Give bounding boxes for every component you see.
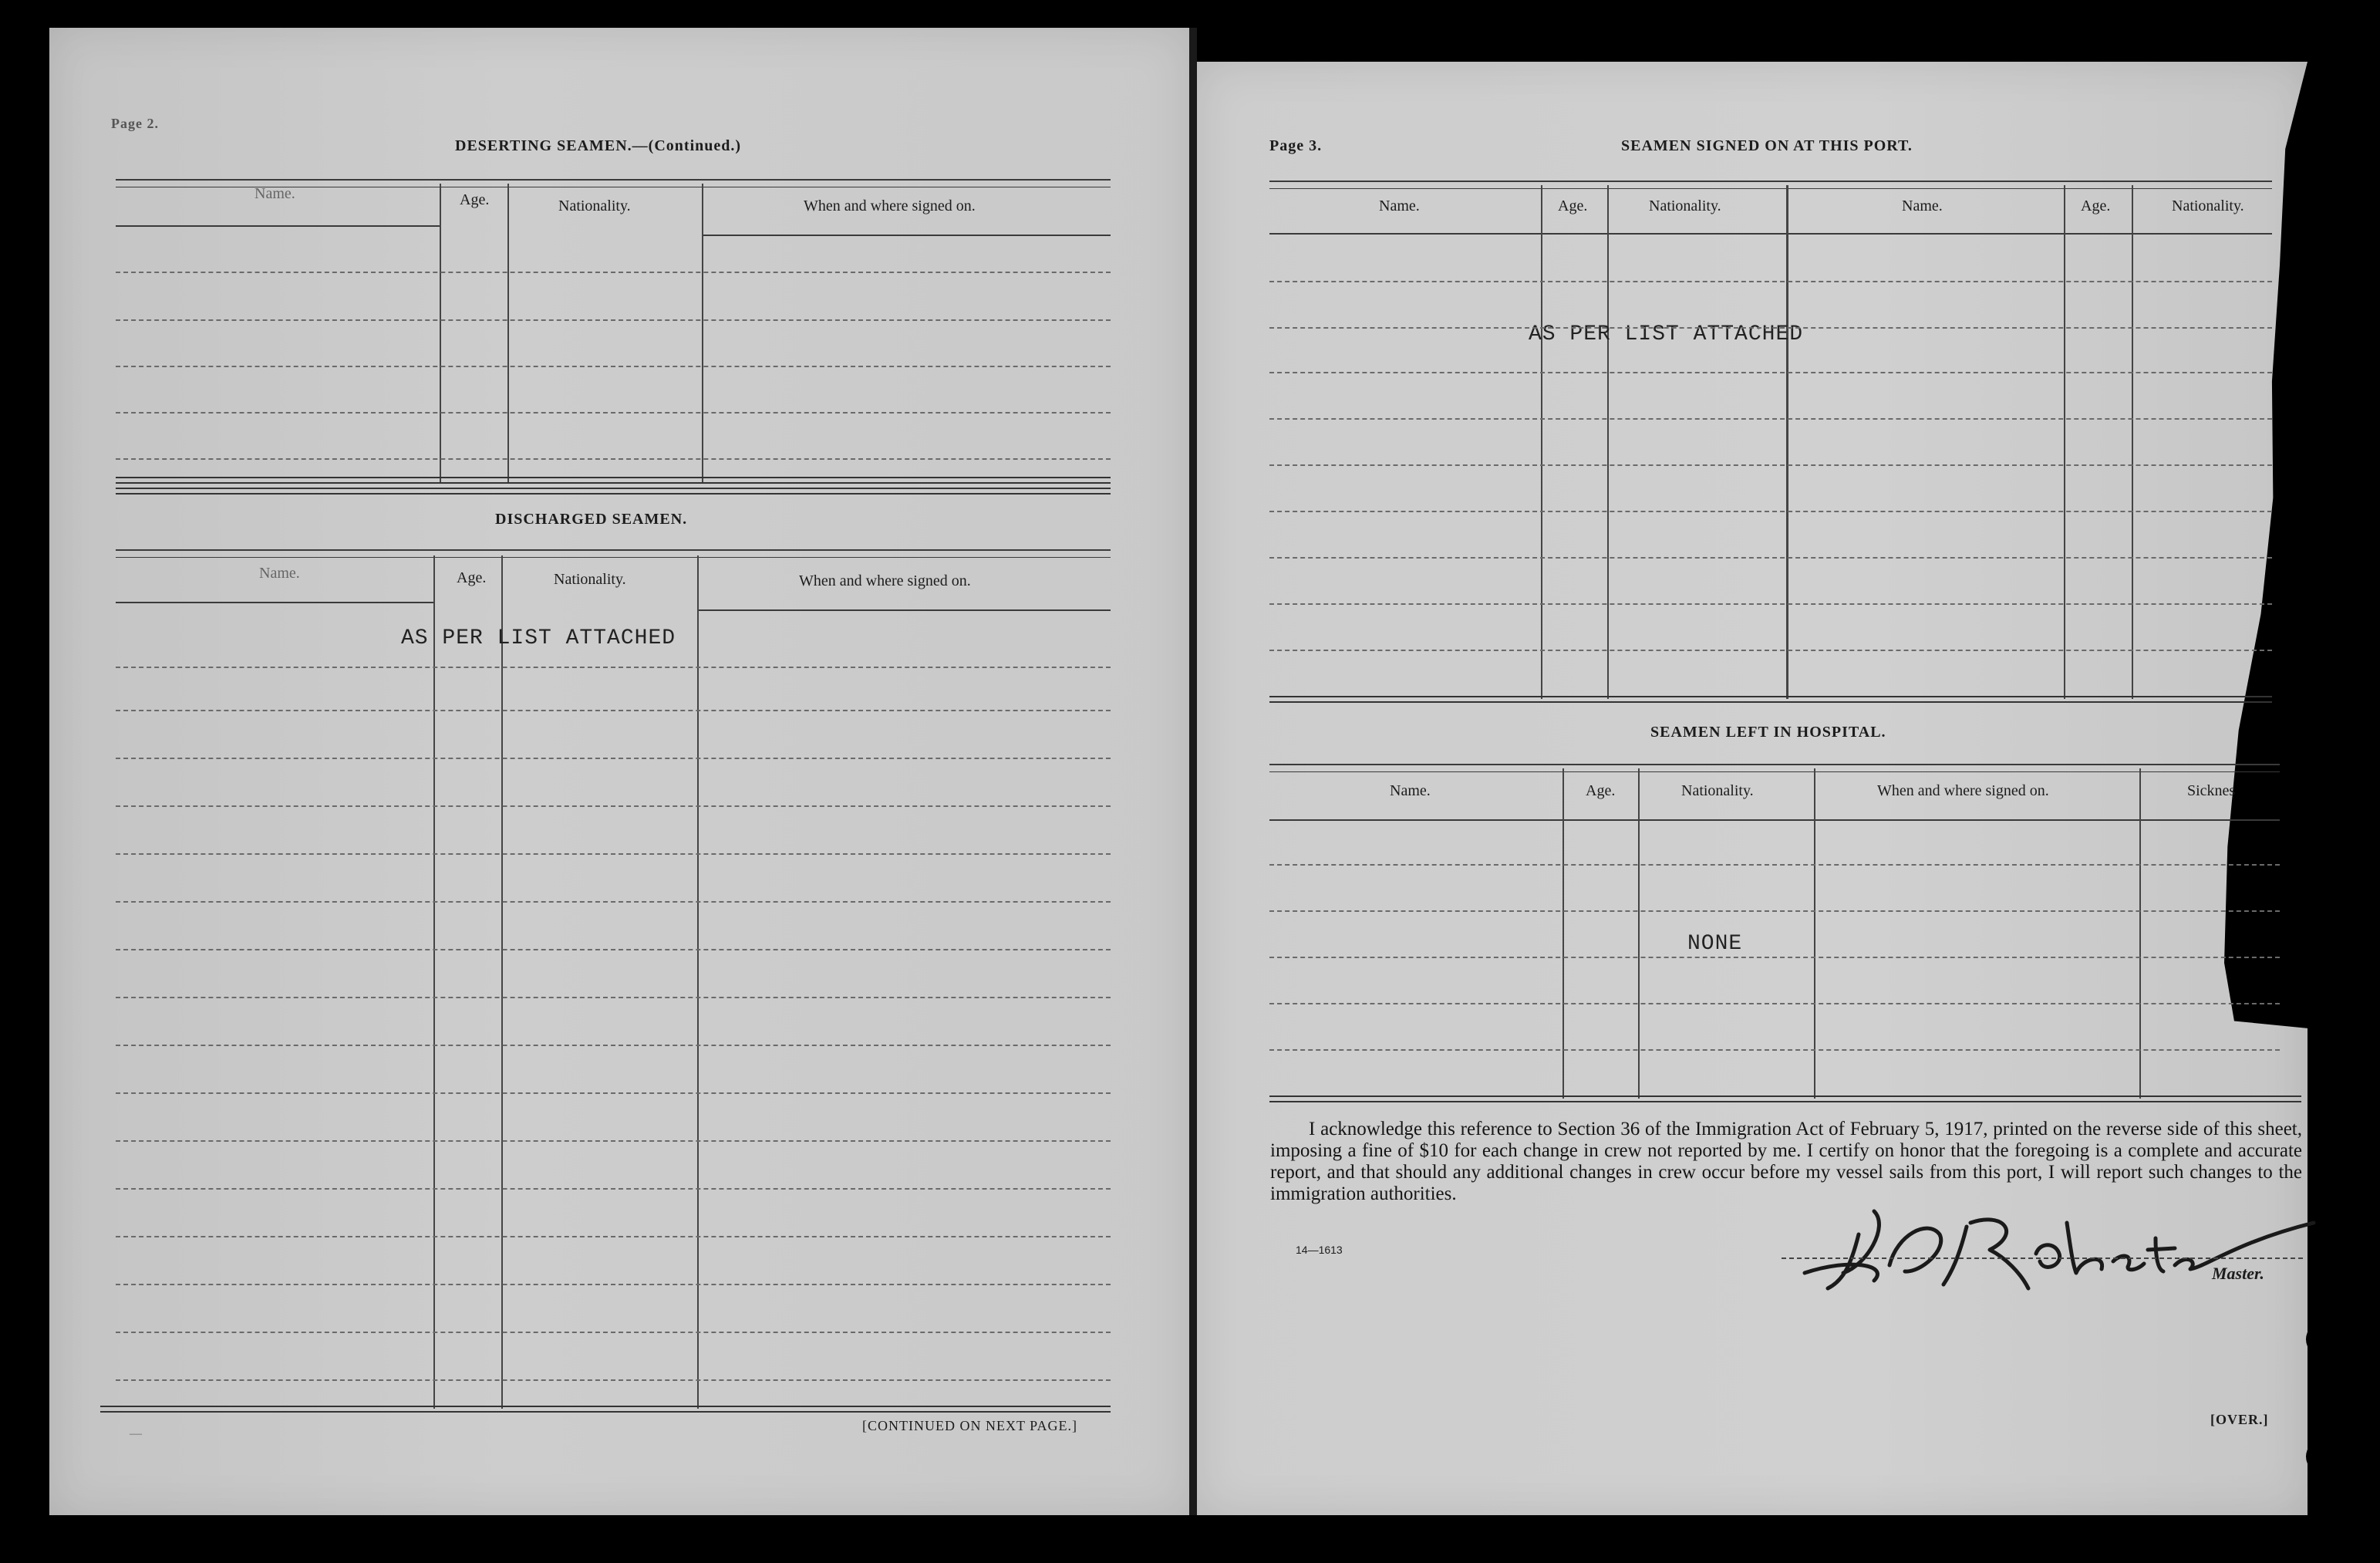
discharged-row xyxy=(116,1284,1111,1285)
deserting-header-rule xyxy=(116,225,440,227)
discharged-row xyxy=(116,710,1111,711)
hospital-col-nationality: Nationality. xyxy=(1681,782,1754,799)
discharged-title: DISCHARGED SEAMEN. xyxy=(495,511,688,528)
discharged-row xyxy=(116,853,1111,855)
signed-on-col-name-2: Name. xyxy=(1902,197,1943,214)
deserting-col-nationality: Nationality. xyxy=(558,197,631,214)
section-separator xyxy=(116,488,1111,495)
hospital-top-rule-2 xyxy=(1269,771,2280,772)
signed-on-vline-1 xyxy=(1541,185,1542,699)
deserting-row xyxy=(116,412,1111,414)
acknowledgement-text: I acknowledge this reference to Section 36 of the Immigration Act of February 5, 1917, printed on the reverse side of this sheet, imposing a fine of $10 for each change in crew not reported by me. I certify on honor that the foregoing is a complete and accurate report, and that should any additional changes in crew occur before my vessel sails from this port, I will report such changes to the immigration authorities. xyxy=(1270,1119,2302,1204)
signed-on-top-rule-2 xyxy=(1269,188,2272,189)
signed-on-row xyxy=(1269,511,2272,512)
discharged-row xyxy=(116,1332,1111,1333)
signature-line xyxy=(1782,1257,2303,1259)
deserting-col-signed-on: When and where signed on. xyxy=(804,197,976,214)
hospital-row xyxy=(1269,864,2280,866)
deserting-vline-1 xyxy=(440,184,441,483)
signed-on-row xyxy=(1269,557,2272,559)
deserting-vline-3 xyxy=(702,184,703,483)
hospital-row xyxy=(1269,1003,2280,1004)
discharged-vline-1 xyxy=(433,555,435,1409)
discharged-row xyxy=(116,667,1111,668)
discharged-top-rule xyxy=(116,549,1111,551)
over-note: [OVER.] xyxy=(2210,1412,2269,1427)
page-gutter xyxy=(1189,28,1197,1515)
punch-hole xyxy=(2306,1322,2340,1356)
punch-hole xyxy=(2345,83,2371,110)
signed-on-row xyxy=(1269,603,2272,605)
page-label-right: Page 3. xyxy=(1269,137,1323,154)
discharged-end-rule xyxy=(100,1406,1111,1413)
discharged-row xyxy=(116,901,1111,903)
signed-on-end-rule xyxy=(1269,696,2272,703)
deserting-row xyxy=(116,319,1111,321)
hospital-col-name: Name. xyxy=(1390,782,1431,799)
discharged-top-rule-2 xyxy=(116,557,1111,558)
deserting-end-rule xyxy=(116,477,1111,484)
discharged-col-name: Name. xyxy=(259,565,300,582)
form-number: 14—1613 xyxy=(1296,1244,1343,1256)
hospital-col-age: Age. xyxy=(1586,782,1616,799)
discharged-vline-2 xyxy=(501,555,503,1409)
hospital-col-signed-on: When and where signed on. xyxy=(1877,782,2049,799)
signed-on-col-age-1: Age. xyxy=(1558,197,1588,214)
signed-on-row xyxy=(1269,418,2272,420)
hospital-row xyxy=(1269,1049,2280,1051)
discharged-vline-3 xyxy=(697,555,699,1409)
continued-note: [CONTINUED ON NEXT PAGE.] xyxy=(862,1418,1077,1433)
hospital-col-sickness: Sicknes xyxy=(2187,782,2236,799)
discharged-row xyxy=(116,1092,1111,1094)
signed-on-vline-2 xyxy=(1607,185,1609,699)
signed-on-col-nationality-2: Nationality. xyxy=(2172,197,2244,214)
discharged-row xyxy=(116,1045,1111,1046)
discharged-row xyxy=(116,805,1111,807)
punch-hole xyxy=(2306,1440,2340,1474)
discharged-row xyxy=(116,949,1111,950)
signed-on-row xyxy=(1269,372,2272,373)
discharged-header-rule xyxy=(116,602,433,603)
deserting-title: DESERTING SEAMEN.—(Continued.) xyxy=(455,137,742,154)
hospital-row xyxy=(1269,957,2280,958)
signed-on-row xyxy=(1269,464,2272,466)
discharged-header-rule-b xyxy=(699,609,1111,611)
signed-on-row xyxy=(1269,650,2272,651)
deserting-vline-2 xyxy=(507,184,509,483)
hospital-title: SEAMEN LEFT IN HOSPITAL. xyxy=(1650,724,1886,741)
hospital-row xyxy=(1269,910,2280,912)
signed-on-top-rule xyxy=(1269,181,2272,182)
signed-on-vline-5 xyxy=(2132,185,2133,699)
discharged-row xyxy=(116,758,1111,759)
discharged-row xyxy=(116,1188,1111,1190)
signed-on-row xyxy=(1269,281,2272,282)
discharged-col-nationality: Nationality. xyxy=(554,571,626,588)
hospital-top-rule xyxy=(1269,764,2280,765)
deserting-header-rule-b xyxy=(702,235,1111,236)
discharged-col-age: Age. xyxy=(457,569,487,586)
discharged-col-signed-on: When and where signed on. xyxy=(799,572,971,589)
signed-on-row xyxy=(1269,327,2272,329)
signed-on-col-age-2: Age. xyxy=(2081,197,2111,214)
master-label: Master. xyxy=(2212,1264,2264,1283)
discharged-row xyxy=(116,1236,1111,1237)
signed-on-typed-note: AS PER LIST ATTACHED xyxy=(1529,322,1804,346)
signed-on-header-rule xyxy=(1269,233,2272,235)
signed-on-vline-mid xyxy=(1786,185,1788,699)
hospital-header-rule xyxy=(1269,819,2280,821)
discharged-row xyxy=(116,997,1111,998)
signed-on-vline-4 xyxy=(2064,185,2065,699)
deserting-row xyxy=(116,458,1111,460)
deserting-col-name: Name. xyxy=(255,185,295,202)
hospital-typed-note: NONE xyxy=(1687,932,1743,956)
signed-on-title: SEAMEN SIGNED ON AT THIS PORT. xyxy=(1621,137,1913,154)
signed-on-col-name-1: Name. xyxy=(1379,197,1420,214)
deserting-row xyxy=(116,366,1111,367)
deserting-top-rule xyxy=(116,179,1111,181)
discharged-row xyxy=(116,1379,1111,1381)
deserting-row xyxy=(116,272,1111,273)
form-code-left: — xyxy=(130,1427,142,1440)
left-page xyxy=(49,28,1189,1515)
punch-hole xyxy=(2314,110,2348,143)
deserting-col-age: Age. xyxy=(460,191,490,208)
discharged-typed-note: AS PER LIST ATTACHED xyxy=(401,626,676,650)
page-label-left: Page 2. xyxy=(111,116,159,131)
hospital-end-rule xyxy=(1269,1095,2301,1102)
signed-on-col-nationality-1: Nationality. xyxy=(1649,197,1721,214)
discharged-row xyxy=(116,1140,1111,1142)
